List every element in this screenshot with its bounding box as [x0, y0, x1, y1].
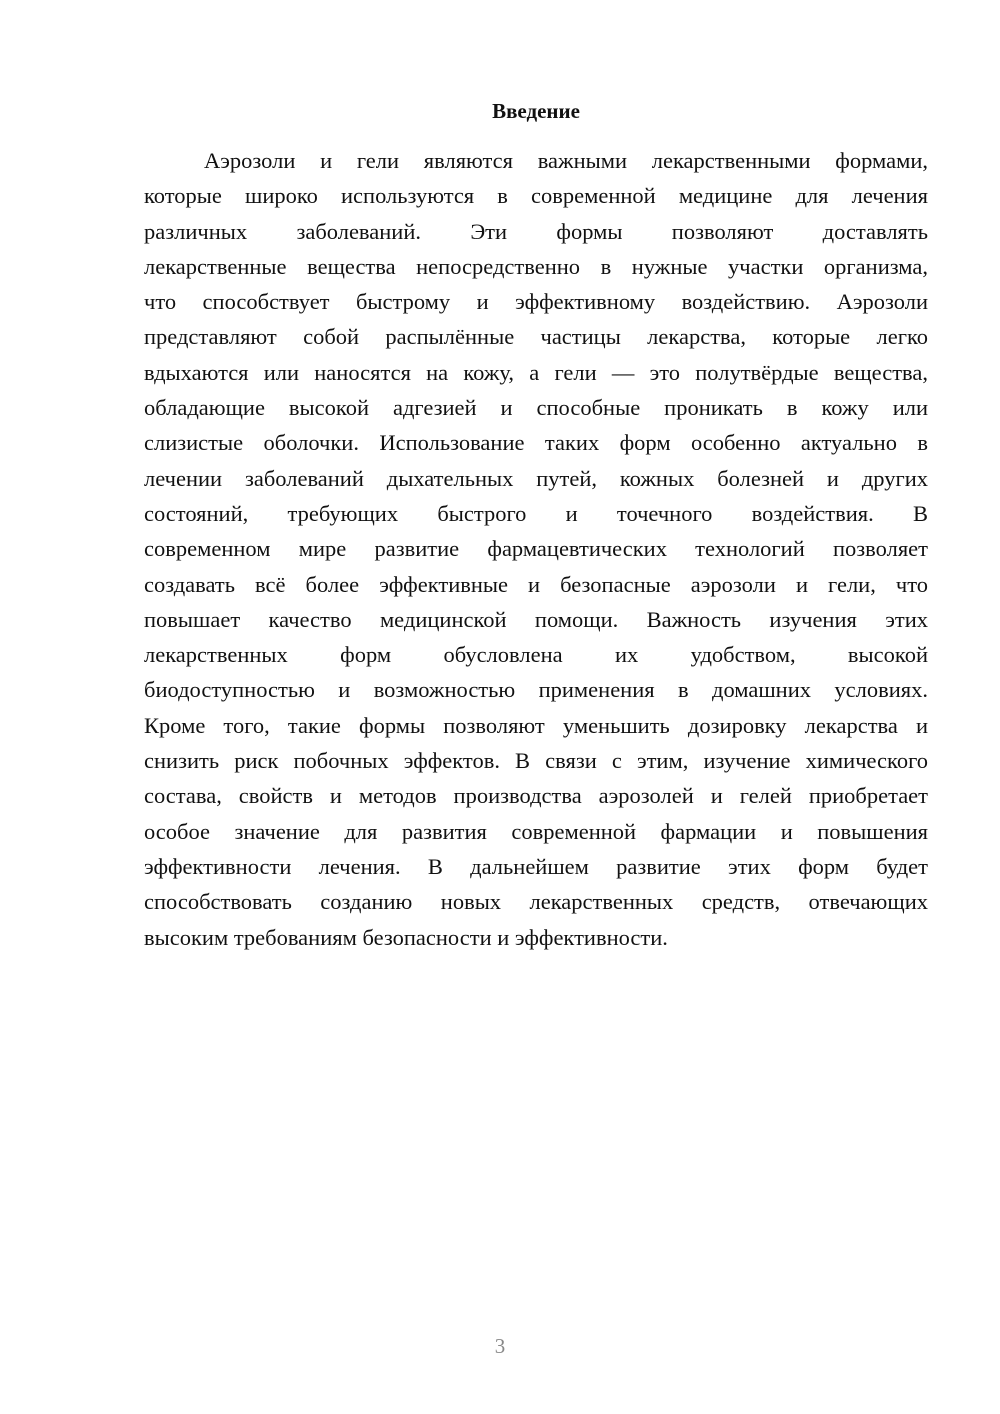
paragraph-line: обладающие высокой адгезией и способные проникать в кожу или [144, 395, 928, 421]
paragraph-line: снизить риск побочных эффектов. В связи с этим, изучение химического [144, 748, 928, 774]
paragraph-line: слизистые оболочки. Использование таких форм особенно актуально в [144, 430, 928, 456]
paragraph-line: представляют собой распылённые частицы лекарства, которые легко [144, 324, 928, 350]
paragraph-line: высоким требованиям безопасности и эффективности. [144, 924, 668, 950]
paragraph-line: лекарственные вещества непосредственно в нужные участки организма, [144, 253, 928, 279]
page-number: 3 [494, 1334, 506, 1358]
paragraph-line: повышает качество медицинской помощи. Важность изучения этих [144, 606, 928, 632]
paragraph-line: которые широко используются в современной медицине для лечения [144, 183, 928, 209]
body-paragraph [144, 145, 928, 957]
paragraph-line: вдыхаются или наносятся на кожу, а гели — это полутвёрдые вещества, [144, 359, 928, 385]
paragraph-line: различных заболеваний. Эти формы позволяют доставлять [144, 218, 928, 244]
paragraph-line: способствовать созданию новых лекарственных средств, отвечающих [144, 889, 928, 915]
paragraph-line: состояний, требующих быстрого и точечного воздействия. В [144, 500, 928, 526]
paragraph-line: состава, свойств и методов производства аэрозолей и гелей приобретает [144, 783, 928, 809]
paragraph-line: Аэрозоли и гели являются важными лекарственными формами, [204, 148, 928, 173]
section-heading: Введение [492, 99, 580, 123]
paragraph-line: что способствует быстрому и эффективному воздействию. Аэрозоли [144, 289, 928, 315]
paragraph-line: биодоступностью и возможностью применения в домашних условиях. [144, 677, 928, 703]
paragraph-line: лекарственных форм обусловлена их удобством, высокой [144, 642, 928, 668]
paragraph-line: особое значение для развития современной фармации и повышения [144, 818, 928, 844]
paragraph-line: эффективности лечения. В дальнейшем развитие этих форм будет [144, 853, 928, 879]
paragraph-line: Кроме того, такие формы позволяют уменьшить дозировку лекарства и [144, 712, 928, 738]
paragraph-line: создавать всё более эффективные и безопасные аэрозоли и гели, что [144, 571, 928, 597]
paragraph-line: лечении заболеваний дыхательных путей, кожных болезней и других [144, 465, 928, 491]
paragraph-line: современном мире развитие фармацевтических технологий позволяет [144, 536, 928, 562]
